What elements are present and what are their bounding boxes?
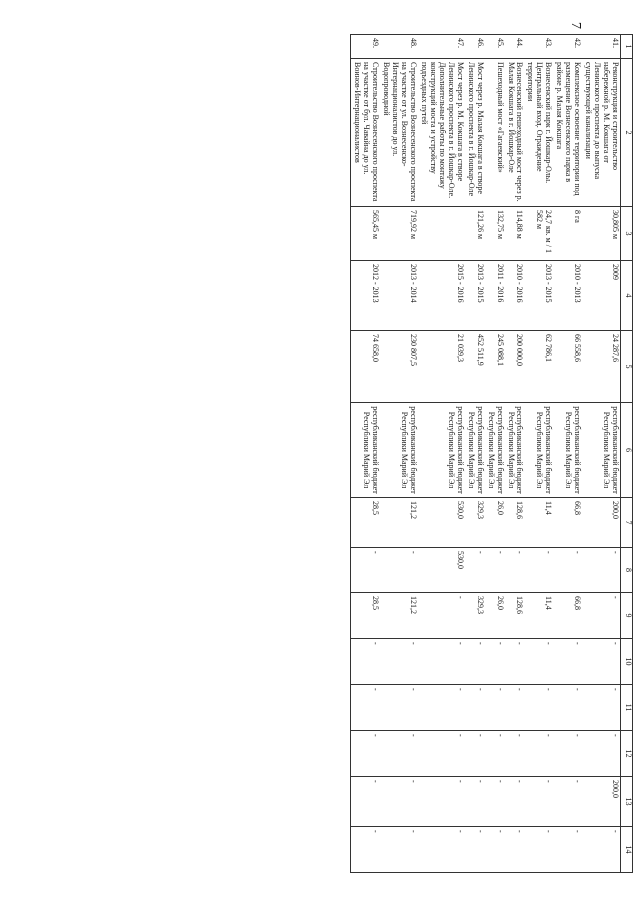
cell-col-2: Мост через р. Малая Кокшага в створе Ленинского проспекта в г. Йошкар-Оле [465, 59, 485, 207]
cell-col-11: - [553, 685, 582, 731]
cell-col-7: 66,8 [553, 498, 582, 548]
cell-col-12: - [524, 731, 553, 777]
cell-col-12: - [485, 731, 505, 777]
cell-col-13: - [465, 777, 485, 827]
cell-col-3: 121,26 м [465, 207, 485, 261]
cell-col-5: 74 658,0 [351, 331, 380, 403]
column-header-7: 7 [621, 498, 633, 548]
column-header-2: 2 [621, 59, 633, 207]
cell-col-10: - [485, 639, 505, 685]
cell-col-6: республиканский бюджет Республики Марий Эл [465, 403, 485, 498]
cell-col-3: 565,45 м [351, 207, 380, 261]
cell-col-3: 30,805 м [582, 207, 620, 261]
column-header-13: 13 [621, 777, 633, 827]
cell-col-4: 2012 - 2013 [351, 261, 380, 331]
cell-col-8: 530,0 [418, 548, 465, 593]
cell-col-5: 66 558,6 [553, 331, 582, 403]
cell-col-13: - [524, 777, 553, 827]
cell-col-7: 128,6 [505, 498, 525, 548]
cell-col-5: 62 786,1 [524, 331, 553, 403]
column-header-4: 4 [621, 261, 633, 331]
cell-col-5: 245 088,1 [485, 331, 505, 403]
cell-col-1: 43. [524, 35, 553, 59]
table-row [485, 35, 505, 873]
cell-col-9: 28,5 [351, 593, 380, 639]
cell-col-2: Пешеходный мост «Гагаевский» [485, 59, 505, 207]
cell-col-13: - [351, 777, 380, 827]
cell-col-1: 44. [505, 35, 525, 59]
cell-col-12: - [418, 731, 465, 777]
cell-col-6: республиканский бюджет Республики Марий Эл [553, 403, 582, 498]
cell-col-7: 329,3 [465, 498, 485, 548]
cell-col-3: 24,7 кв. м / 1 582 м [524, 207, 553, 261]
cell-col-6: республиканский бюджет Республики Марий Эл [380, 403, 418, 498]
cell-col-10: - [351, 639, 380, 685]
cell-col-12: - [582, 731, 620, 777]
cell-col-2: Реконструкция и строительство набережной р. М. Кокшага от Ленинского проспекта до выпуска существующей канализации [582, 59, 620, 207]
cell-col-14: - [418, 827, 465, 873]
cell-col-3: 719,92 м [380, 207, 418, 261]
cell-col-2: Вознесенский пешеходный мост через р. Малая Кокшага в г. Йошкар-Оле [505, 59, 525, 207]
column-header-3: 3 [621, 207, 633, 261]
cell-col-1: 49. [351, 35, 380, 59]
cell-col-9: 66,8 [553, 593, 582, 639]
cell-col-2: Вознесенский парк г. Йошкар-Олы. Центральный вход. Ограждение территории [524, 59, 553, 207]
cell-col-11: - [524, 685, 553, 731]
cell-col-12: - [505, 731, 525, 777]
cell-col-6: республиканский бюджет Республики Марий Эл [418, 403, 465, 498]
cell-col-4: 2011 - 2016 [485, 261, 505, 331]
cell-col-3: 8 га [553, 207, 582, 261]
column-header-1: 1 [621, 35, 633, 59]
cell-col-9: 26,0 [485, 593, 505, 639]
cell-col-5: 452 511,9 [465, 331, 485, 403]
table-row [351, 35, 380, 873]
cell-col-8: - [380, 548, 418, 593]
cell-col-13: - [505, 777, 525, 827]
cell-col-10: - [418, 639, 465, 685]
cell-col-1: 42. [553, 35, 582, 59]
cell-col-12: - [380, 731, 418, 777]
cell-col-5: 200 000,0 [505, 331, 525, 403]
cell-col-4: 2013 - 2014 [380, 261, 418, 331]
cell-col-1: 41. [582, 35, 620, 59]
cell-col-10: - [465, 639, 485, 685]
cell-col-5: 21 039,3 [418, 331, 465, 403]
cell-col-1: 48. [380, 35, 418, 59]
cell-col-12: - [553, 731, 582, 777]
cell-col-9: - [582, 593, 620, 639]
cell-col-7: 121,2 [380, 498, 418, 548]
cell-col-10: - [582, 639, 620, 685]
cell-col-12: - [465, 731, 485, 777]
table-row [465, 35, 485, 873]
cell-col-11: - [380, 685, 418, 731]
cell-col-6: республиканский бюджет Республики Марий Эл [351, 403, 380, 498]
cell-col-7: 200,0 [582, 498, 620, 548]
cell-col-14: - [582, 827, 620, 873]
cell-col-14: - [351, 827, 380, 873]
cell-col-9: - [418, 593, 465, 639]
cell-col-4: 2013 - 2015 [465, 261, 485, 331]
column-header-9: 9 [621, 593, 633, 639]
cell-col-7: 28,5 [351, 498, 380, 548]
column-header-14: 14 [621, 827, 633, 873]
cell-col-3: 114,88 м [505, 207, 525, 261]
cell-col-8: - [582, 548, 620, 593]
cell-col-11: - [582, 685, 620, 731]
cell-col-1: 46. [465, 35, 485, 59]
cell-col-13: 200,0 [582, 777, 620, 827]
table-body [351, 35, 621, 873]
table-header-row [621, 35, 633, 873]
cell-col-1: 47. [418, 35, 465, 59]
cell-col-11: - [465, 685, 485, 731]
cell-col-14: - [553, 827, 582, 873]
cell-col-13: - [485, 777, 505, 827]
table-row [380, 35, 418, 873]
cell-col-7: 530,0 [418, 498, 465, 548]
cell-col-13: - [380, 777, 418, 827]
cell-col-8: - [351, 548, 380, 593]
cell-col-10: - [380, 639, 418, 685]
cell-col-5: 230 807,5 [380, 331, 418, 403]
cell-col-2: Строительство Вознесенского проспекта на участке от бул. Чавайна до ул. Воинов-Интернационалистов [351, 59, 380, 207]
column-header-8: 8 [621, 548, 633, 593]
cell-col-3: 132,75 м [485, 207, 505, 261]
cell-col-10: - [553, 639, 582, 685]
cell-col-6: республиканский бюджет Республики Марий Эл [582, 403, 620, 498]
cell-col-9: 128,6 [505, 593, 525, 639]
column-header-5: 5 [621, 331, 633, 403]
cell-col-11: - [351, 685, 380, 731]
cell-col-13: - [553, 777, 582, 827]
cell-col-4: 2013 - 2015 [524, 261, 553, 331]
cell-col-8: - [465, 548, 485, 593]
cell-col-7: 11,4 [524, 498, 553, 548]
cell-col-14: - [505, 827, 525, 873]
cell-col-4: 2015 - 2016 [418, 261, 465, 331]
table-row [505, 35, 525, 873]
program-table [350, 34, 633, 873]
cell-col-9: 329,3 [465, 593, 485, 639]
column-header-6: 6 [621, 403, 633, 498]
cell-col-8: - [524, 548, 553, 593]
table-row [582, 35, 620, 873]
cell-col-11: - [418, 685, 465, 731]
cell-col-6: республиканский бюджет Республики Марий Эл [485, 403, 505, 498]
cell-col-2: Комплексное освоение территории под размещение Вознесенского парка в районе р. Малая Кокшага [553, 59, 582, 207]
cell-col-14: - [524, 827, 553, 873]
cell-col-9: 121,2 [380, 593, 418, 639]
cell-col-14: - [380, 827, 418, 873]
cell-col-14: - [485, 827, 505, 873]
cell-col-10: - [505, 639, 525, 685]
cell-col-2: Строительство Вознесенского проспекта на участке от ул. Вознесенско-Интернационалистов до ул. Водопроводной [380, 59, 418, 207]
page-number: 7 [568, 22, 583, 29]
cell-col-5: 24 287,6 [582, 331, 620, 403]
cell-col-6: республиканский бюджет Республики Марий Эл [505, 403, 525, 498]
rotated-table-wrapper [111, 34, 633, 872]
cell-col-3 [418, 207, 465, 261]
cell-col-9: 11,4 [524, 593, 553, 639]
cell-col-11: - [505, 685, 525, 731]
cell-col-8: - [553, 548, 582, 593]
cell-col-4: 2009 [582, 261, 620, 331]
cell-col-2: Мост через р. М. Кокшага в створе Ленинского проспекта в г. Йошкар-Оле. Дополнительные работы по монтажу конструкций моста и устройству подъездных путей [418, 59, 465, 207]
table-row [524, 35, 553, 873]
table-row [418, 35, 465, 873]
cell-col-14: - [465, 827, 485, 873]
cell-col-13: - [418, 777, 465, 827]
cell-col-4: 2010 - 2016 [505, 261, 525, 331]
table-row [553, 35, 582, 873]
cell-col-12: - [351, 731, 380, 777]
cell-col-6: республиканский бюджет Республики Марий Эл [524, 403, 553, 498]
column-header-12: 12 [621, 731, 633, 777]
cell-col-11: - [485, 685, 505, 731]
cell-col-4: 2010 - 2013 [553, 261, 582, 331]
column-header-10: 10 [621, 639, 633, 685]
cell-col-10: - [524, 639, 553, 685]
cell-col-8: - [485, 548, 505, 593]
cell-col-7: 26,0 [485, 498, 505, 548]
column-header-11: 11 [621, 685, 633, 731]
cell-col-8: - [505, 548, 525, 593]
cell-col-1: 45. [485, 35, 505, 59]
